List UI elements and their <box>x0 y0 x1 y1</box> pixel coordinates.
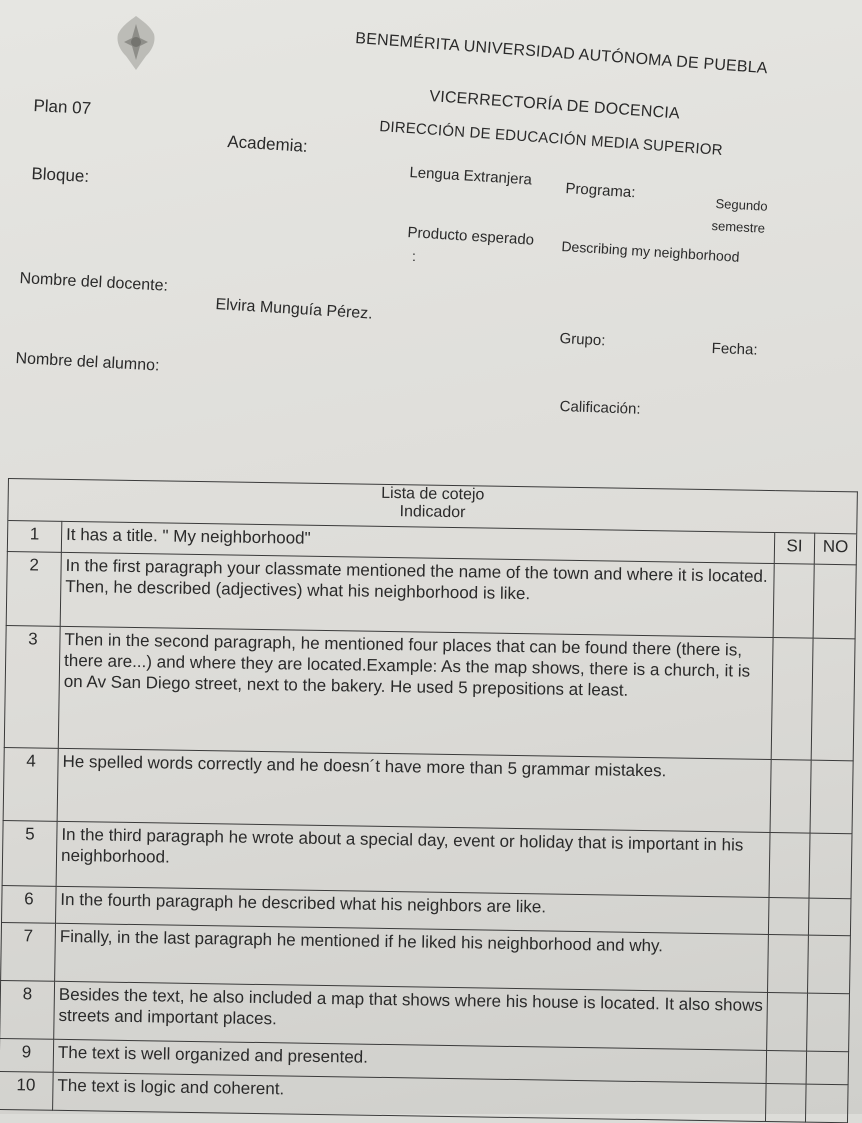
university-seal-logo <box>108 12 164 76</box>
row-number: 6 <box>2 885 57 924</box>
checklist-table <box>0 478 858 1123</box>
row-indicator: It has a title. " My neighborhood" <box>61 522 774 564</box>
no-header: NO <box>814 533 856 565</box>
si-checkbox[interactable] <box>766 1050 807 1084</box>
row-number: 5 <box>2 821 57 886</box>
no-checkbox[interactable] <box>813 564 856 638</box>
no-checkbox[interactable] <box>808 935 851 993</box>
row-number: 3 <box>4 625 60 748</box>
row-number: 1 <box>7 521 61 553</box>
academia-label: Academia: <box>226 132 309 156</box>
academia-value: Lengua Extranjera <box>408 164 533 189</box>
si-checkbox[interactable] <box>768 935 809 993</box>
si-header: SI <box>774 533 814 565</box>
row-number: 2 <box>6 552 61 626</box>
row-indicator: The text is well organized and presented. <box>53 1039 766 1084</box>
si-checkbox[interactable] <box>770 759 811 833</box>
table-row <box>6 552 856 639</box>
producto-colon: : <box>412 248 416 264</box>
no-checkbox[interactable] <box>805 1084 848 1123</box>
row-indicator: Besides the text, he also included a map that shows where his house is located. It also shows streets and important places. <box>54 981 768 1050</box>
plan-label: Plan 07 <box>33 96 92 118</box>
programa-label: Programa: <box>564 180 636 202</box>
no-checkbox[interactable] <box>808 898 851 936</box>
no-checkbox[interactable] <box>806 1051 849 1085</box>
programa-value-1: Segundo <box>715 196 768 214</box>
row-indicator: In the first paragraph your classmate mentioned the name of the town and where it is located. Then, he described (adjectives) what his neighborhood is like. <box>60 553 774 638</box>
row-indicator: Finally, in the last paragraph he mentioned if he liked his neighborhood and why. <box>55 924 769 993</box>
direccion-line: DIRECCIÓN DE EDUCACIÓN MEDIA SUPERIOR <box>378 118 724 159</box>
row-indicator: In the fourth paragraph he described what his neighbors are like. <box>56 886 770 935</box>
si-checkbox[interactable] <box>768 897 809 935</box>
producto-value: Describing my neighborhood <box>561 238 740 265</box>
row-number: 4 <box>3 747 58 821</box>
vicerrectoria-line: VICERRECTORÍA DE DOCENCIA <box>428 88 681 123</box>
row-indicator: Then in the second paragraph, he mentioned four places that can be found there (there is, there are...) and where they are located.Example: As the map shows, there is a church, it is on Av San Diego street, next to the bakery. He used 5 prepositions at least. <box>58 626 773 759</box>
alumno-label: Nombre del alumno: <box>15 350 160 375</box>
fecha-label: Fecha: <box>711 340 758 359</box>
row-indicator: He spelled words correctly and he doesn´t have more than 5 grammar mistakes. <box>57 748 771 833</box>
si-checkbox[interactable] <box>771 637 813 760</box>
si-checkbox[interactable] <box>765 1084 806 1122</box>
si-checkbox[interactable] <box>767 993 808 1051</box>
row-number: 9 <box>0 1038 54 1072</box>
indicador-label: Indicador <box>399 503 466 522</box>
docente-label: Nombre del docente: <box>19 270 169 295</box>
no-checkbox[interactable] <box>811 638 855 761</box>
si-checkbox[interactable] <box>773 564 814 638</box>
table-title: Lista de cotejo <box>381 484 485 504</box>
table-row <box>4 625 855 761</box>
bloque-label: Bloque: <box>31 164 90 186</box>
grupo-label: Grupo: <box>559 330 606 350</box>
docente-value: Elvira Munguía Pérez. <box>214 296 374 323</box>
calificacion-label: Calificación: <box>559 398 641 418</box>
row-indicator: In the third paragraph he wrote about a special day, event or holiday that is important in his neighborhood. <box>56 821 770 897</box>
no-checkbox[interactable] <box>810 760 853 834</box>
table-row <box>3 747 853 834</box>
row-number: 7 <box>1 923 56 982</box>
no-checkbox[interactable] <box>809 833 852 898</box>
programa-value-2: semestre <box>711 218 766 236</box>
producto-label: Producto esperado <box>406 224 535 249</box>
si-checkbox[interactable] <box>769 833 810 898</box>
row-number: 8 <box>0 981 55 1040</box>
row-number: 10 <box>0 1072 53 1111</box>
row-indicator: The text is logic and coherent. <box>53 1072 767 1121</box>
university-name: BENEMÉRITA UNIVERSIDAD AUTÓNOMA DE PUEBLA <box>354 30 769 78</box>
no-checkbox[interactable] <box>807 993 850 1051</box>
